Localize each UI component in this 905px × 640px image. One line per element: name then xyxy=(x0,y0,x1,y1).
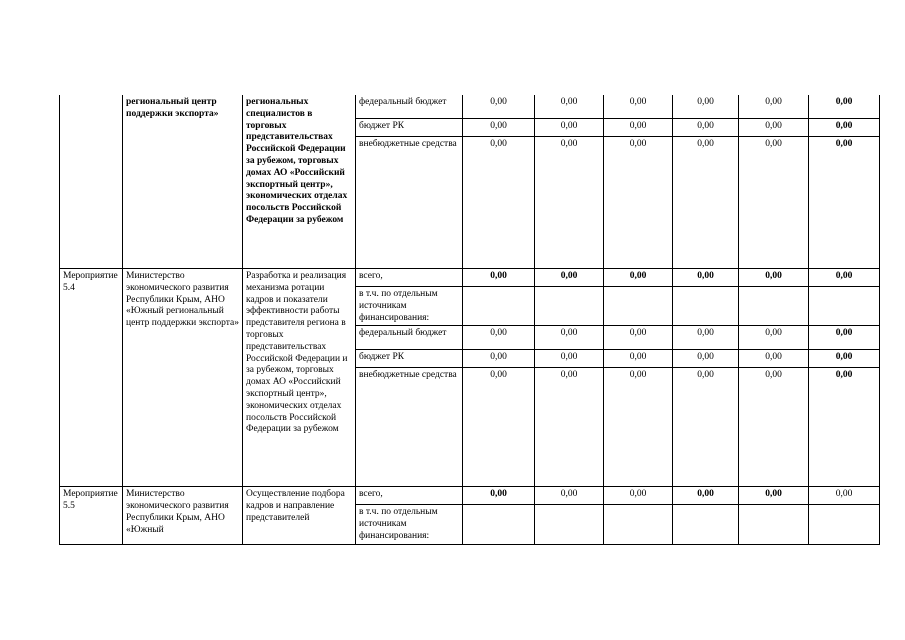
value-cell: 0,00 xyxy=(535,350,604,368)
value-cell: 0,00 xyxy=(739,368,809,487)
event-cell: Мероприятие 5.5 xyxy=(60,487,123,544)
value-cell: 0,00 xyxy=(463,326,535,350)
value-cell xyxy=(463,505,535,544)
funding-source-label: бюджет РК xyxy=(356,119,463,137)
table-row xyxy=(60,487,880,505)
value-cell xyxy=(535,287,604,326)
event-cell: Мероприятие 5.4 xyxy=(60,269,123,487)
value-cell: 0,00 xyxy=(809,119,880,137)
value-cell: 0,00 xyxy=(463,350,535,368)
event-cell xyxy=(60,95,123,269)
value-cell xyxy=(535,505,604,544)
funding-source-label: федеральный бюджет xyxy=(356,95,463,119)
description-cell: Разработка и реализация механизма ротации кадров и показатели эффективности работы представителя региона в торговых представительствах Российской Федерации и за рубежом, торговых домах АО «Российский экспортный центр», экономических отделах посольств Российской Федерации за рубежом xyxy=(243,269,356,487)
value-cell: 0,00 xyxy=(463,119,535,137)
value-cell: 0,00 xyxy=(739,269,809,287)
value-cell: 0,00 xyxy=(809,350,880,368)
responsible-cell: региональный центр поддержки экспорта» xyxy=(123,95,243,269)
value-cell: 0,00 xyxy=(535,487,604,505)
funding-source-label: в т.ч. по отдельным источникам финансирования: xyxy=(356,505,463,544)
responsible-cell: Министерство экономического развития Республики Крым, АНО «Южный региональный центр поддержки экспорта» xyxy=(123,269,243,487)
table-row xyxy=(60,269,880,287)
value-cell: 0,00 xyxy=(463,487,535,505)
value-cell: 0,00 xyxy=(535,137,604,269)
value-cell: 0,00 xyxy=(809,368,880,487)
value-cell: 0,00 xyxy=(739,95,809,119)
value-cell: 0,00 xyxy=(673,137,739,269)
value-cell: 0,00 xyxy=(809,326,880,350)
value-cell xyxy=(604,505,673,544)
value-cell: 0,00 xyxy=(535,326,604,350)
value-cell: 0,00 xyxy=(809,487,880,505)
funding-source-label: внебюджетные средства xyxy=(356,137,463,269)
value-cell: 0,00 xyxy=(535,95,604,119)
value-cell: 0,00 xyxy=(535,368,604,487)
value-cell: 0,00 xyxy=(604,350,673,368)
value-cell: 0,00 xyxy=(604,487,673,505)
value-cell: 0,00 xyxy=(535,119,604,137)
value-cell: 0,00 xyxy=(535,269,604,287)
value-cell: 0,00 xyxy=(809,137,880,269)
value-cell xyxy=(463,287,535,326)
value-cell: 0,00 xyxy=(673,350,739,368)
value-cell xyxy=(673,505,739,544)
value-cell: 0,00 xyxy=(604,269,673,287)
value-cell: 0,00 xyxy=(604,119,673,137)
financing-table xyxy=(59,95,880,545)
value-cell: 0,00 xyxy=(673,326,739,350)
description-cell: Осуществление подбора кадров и направление представителей xyxy=(243,487,356,544)
value-cell: 0,00 xyxy=(463,137,535,269)
table-row xyxy=(60,95,880,119)
funding-source-label: всего, xyxy=(356,269,463,287)
value-cell: 0,00 xyxy=(673,119,739,137)
value-cell: 0,00 xyxy=(463,368,535,487)
value-cell: 0,00 xyxy=(463,269,535,287)
value-cell: 0,00 xyxy=(463,95,535,119)
value-cell xyxy=(739,505,809,544)
funding-source-label: всего, xyxy=(356,487,463,505)
funding-source-label: федеральный бюджет xyxy=(356,326,463,350)
responsible-cell: Министерство экономического развития Республики Крым, АНО «Южный xyxy=(123,487,243,544)
value-cell: 0,00 xyxy=(604,326,673,350)
value-cell: 0,00 xyxy=(809,95,880,119)
value-cell: 0,00 xyxy=(673,269,739,287)
value-cell: 0,00 xyxy=(739,326,809,350)
funding-source-label: внебюджетные средства xyxy=(356,368,463,487)
value-cell: 0,00 xyxy=(673,368,739,487)
funding-source-label: в т.ч. по отдельным источникам финансирования: xyxy=(356,287,463,326)
value-cell: 0,00 xyxy=(739,350,809,368)
value-cell: 0,00 xyxy=(604,368,673,487)
value-cell: 0,00 xyxy=(739,119,809,137)
value-cell: 0,00 xyxy=(739,137,809,269)
value-cell xyxy=(673,287,739,326)
value-cell xyxy=(604,287,673,326)
funding-source-label: бюджет РК xyxy=(356,350,463,368)
value-cell: 0,00 xyxy=(673,487,739,505)
description-cell: региональных специалистов в торговых представительствах Российской Федерации за рубежом, торговых домах АО «Российский экспортный центр», экономических отделах посольств Российской Федерации за рубежом xyxy=(243,95,356,269)
value-cell xyxy=(809,505,880,544)
value-cell: 0,00 xyxy=(739,487,809,505)
value-cell: 0,00 xyxy=(604,95,673,119)
value-cell xyxy=(809,287,880,326)
value-cell xyxy=(739,287,809,326)
value-cell: 0,00 xyxy=(604,137,673,269)
value-cell: 0,00 xyxy=(809,269,880,287)
value-cell: 0,00 xyxy=(673,95,739,119)
